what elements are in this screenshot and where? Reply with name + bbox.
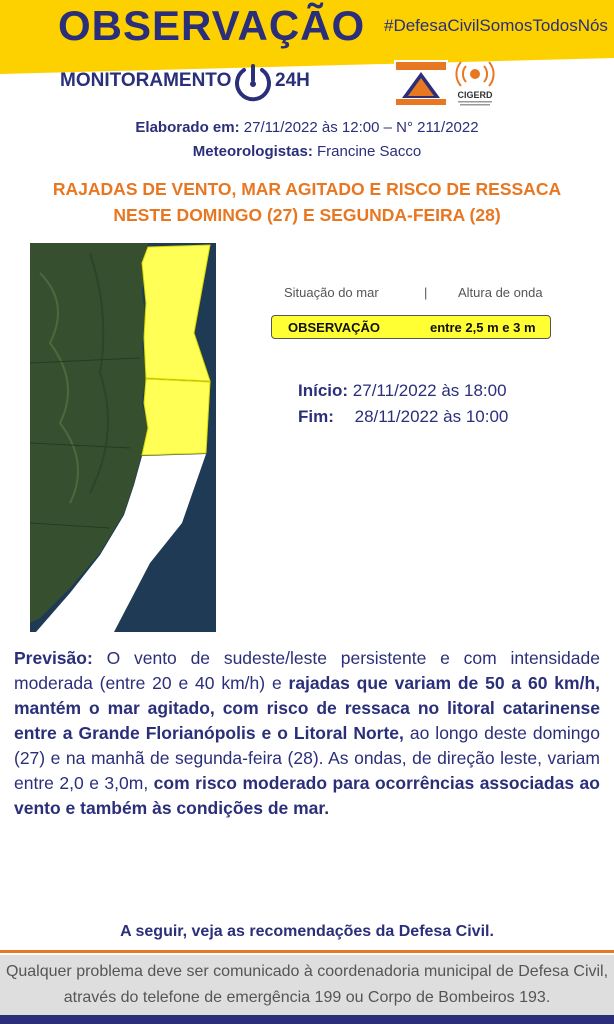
start-row [298,378,508,404]
forecast-paragraph [14,646,600,821]
elaborated-value: 27/11/2022 às 12:00 – N° 211/2022 [243,119,479,136]
headline-line-2: NESTE DOMINGO (27) E SEGUNDA-FEIRA (28) [113,205,501,225]
end-value: 28/11/2022 às 10:00 [354,407,509,426]
footer-divider [0,950,614,953]
elaborated-line [0,119,614,136]
label-separator: | [424,285,428,300]
forecast-bold-1: rajadas que variam de 50 a 60 km/h, mantém o mar agitado, com risco de ressaca no litoral catarinense entre a Grande Florianópolis e o Litoral Norte, [14,673,600,743]
hashtag: #DefesaCivilSomosTodosNós [384,16,608,35]
forecast-bold-2: com risco moderado para ocorrências associadas ao vento e também às condições de mar. [14,773,600,818]
alert-zone-central [142,379,210,455]
sea-status-box [271,315,551,339]
alert-period [298,378,508,430]
monitor-24h: 24H [275,70,310,91]
footer-line-1: Qualquer problema deve ser comunicado à coordenadoria municipal de Defesa Civil, [5,963,609,980]
meteorologists-line [0,143,614,160]
meteorologists-value: Francine Sacco [316,143,422,160]
label-wave-height: Altura de onda [458,285,543,300]
end-row [298,404,508,430]
forecast-label: Previsão: [14,648,93,668]
page-title: OBSERVAÇÃO [58,2,366,49]
footer-line-2: através do telefone de emergência 199 ou Corpo de Bombeiros 193. [63,989,551,1006]
cigerd-text: CIGERD [457,90,493,100]
headline-line-1: RAJADAS DE VENTO, MAR AGITADO E RISCO DE RESSACA [52,179,562,199]
label-situation: Situação do mar [284,285,379,300]
forecast-text-2: ao longo deste domingo (27) e na manhã de segunda-feira (28). As ondas, de direção leste, variam entre 2,0 e 3,0m, [14,723,601,793]
clock-power-icon [232,62,274,102]
sea-wave-height: entre 2,5 m e 3 m [430,320,536,335]
footer [0,955,614,1015]
recommendations-note: A seguir, veja as recomendações da Defesa Civil. [120,923,494,940]
start-label: Início: [298,381,349,400]
meteorologists-label: Meteorologistas: [192,143,313,160]
headline [0,176,614,228]
cigerd-logo [452,60,498,108]
sea-status-level: OBSERVAÇÃO [288,320,380,335]
end-label: Fim: [298,407,334,426]
coast-map [30,243,216,632]
monitor-label: MONITORAMENTO [60,70,232,91]
elaborated-label: Elaborado em: [135,119,240,136]
start-value: 27/11/2022 às 18:00 [352,381,507,400]
forecast-text-1: O vento de sudeste/leste persistente e com intensidade moderada (entre 20 e 40 km/h) e [14,648,600,693]
defesa-civil-logo [394,60,448,106]
footer-bottom-bar [0,1015,614,1024]
